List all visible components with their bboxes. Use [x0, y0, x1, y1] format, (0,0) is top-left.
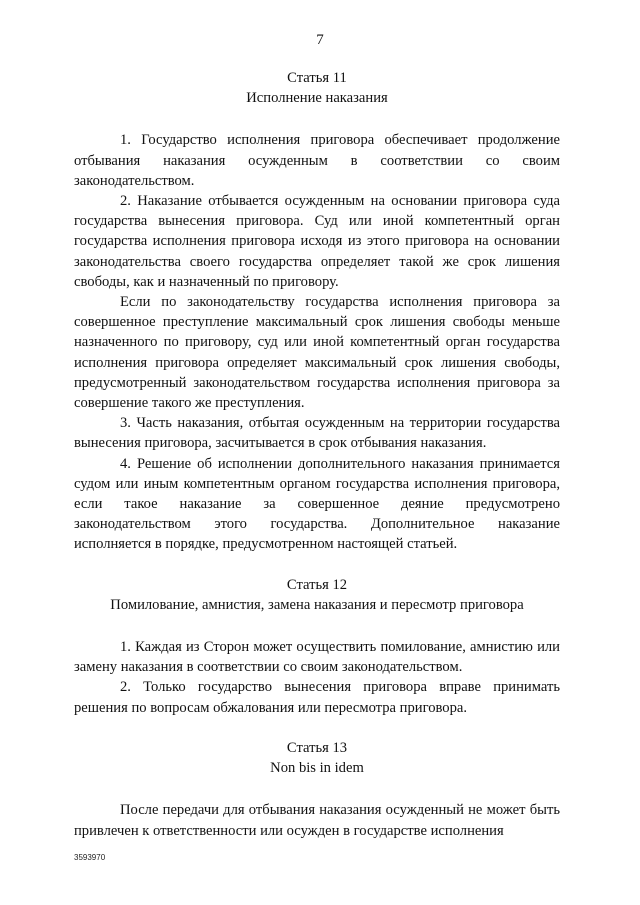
page-number: 7: [316, 32, 324, 48]
document-body: [74, 68, 560, 841]
article-title: Non bis in idem: [270, 760, 364, 777]
article-title: Исполнение наказания: [246, 90, 388, 107]
paragraph: 3. Часть наказания, отбытая осужденным на территории государства вынесения приговора, засчитывается в срок отбывания наказания.: [74, 415, 560, 452]
paragraph: После передачи для отбывания наказания осужденный не может быть привлечен к ответственности или осужден в государстве исполнения: [74, 802, 560, 839]
paragraph: 2. Только государство вынесения приговора вправе принимать решения по вопросам обжалования или пересмотра приговора.: [74, 679, 560, 716]
article-number: Статья 13: [286, 739, 348, 756]
article-number: Статья 12: [286, 576, 348, 593]
article-13: [74, 738, 560, 841]
paragraph: 2. Наказание отбывается осужденным на основании приговора суда государства вынесения приговора. Суд или иной компетентный орган государства исполнения приговора исходя из этого приговора на основании законодательства своего государства определяет такой же срок лишения свободы, как и назначенный по приговору.: [74, 193, 560, 290]
article-number: Статья 11: [287, 70, 347, 86]
article-12: [74, 575, 560, 718]
paragraph: 4. Решение об исполнении дополнительного наказания принимается судом или иным компетентным органом государства исполнения приговора, если такое наказание за совершенное деяние предусмотрено законодательством этого государства. Дополнительное наказание исполняется в порядке, предусмотренном настоящей статьей.: [74, 455, 560, 553]
article-title: Помилование, амнистия, замена наказания и пересмотр приговора: [110, 596, 524, 613]
document-id: 3593970: [74, 853, 106, 862]
paragraph: 1. Государство исполнения приговора обеспечивает продолжение отбывания наказания осужденным в соответствии со своим законодательством.: [74, 132, 560, 189]
paragraph: 1. Каждая из Сторон может осуществить помилование, амнистию или замену наказания в соответствии со своим законодательством.: [74, 639, 560, 676]
paragraph: Если по законодательству государства исполнения приговора за совершенное преступление максимальный срок лишения свободы меньше назначенного по приговору, суд или иной компетентный орган государства исполнения приговора определяет максимальный срок лишения свободы, предусмотренный законодательством государства исполнения приговора за совершение такого же преступления.: [74, 294, 560, 412]
article-11: [74, 68, 560, 555]
